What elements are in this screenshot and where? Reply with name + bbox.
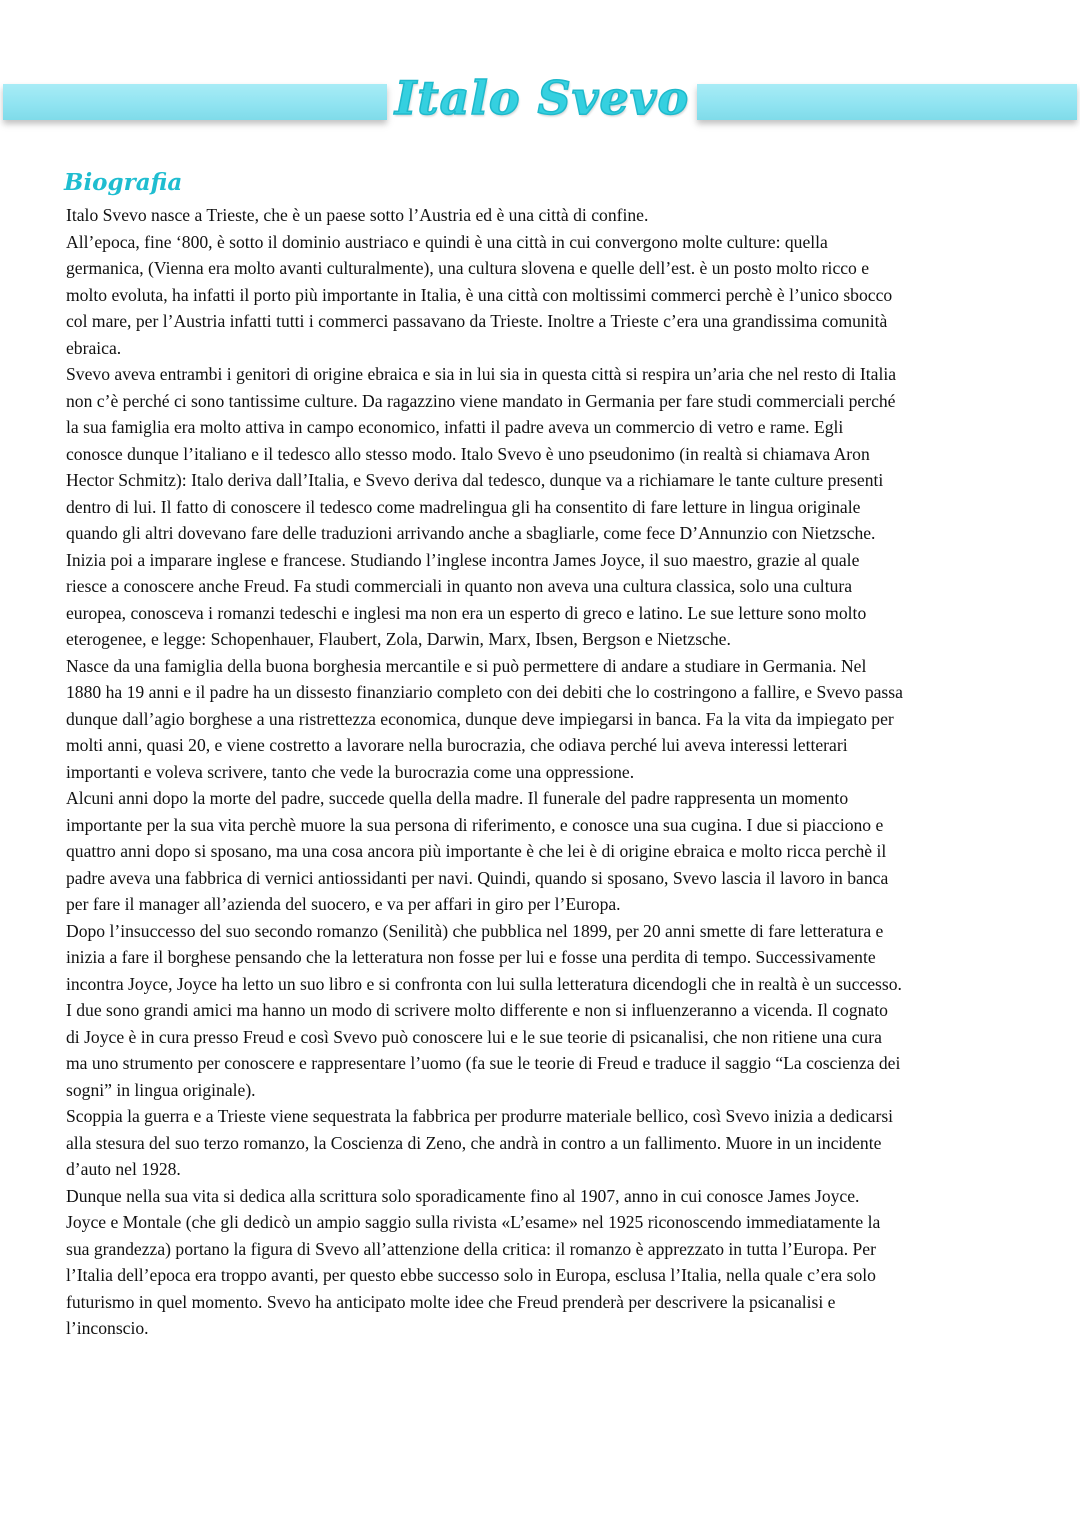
text-line: importante per la sua vita perchè muore la sua persona di riferimento, e conosce una sua cugina. I due si piacciono e <box>66 814 884 835</box>
title-banner-left <box>3 84 387 120</box>
text-line: 1880 ha 19 anni e il padre ha un dissesto finanziario completo con dei debiti che lo costringono a fallire, e Svevo passa <box>66 682 903 702</box>
text-line: molto evoluta, ha infatti il porto più importante in Italia, è una città con moltissimi commerci perchè è l’unico sbocco <box>66 284 893 305</box>
section-heading-biografia: Biografia <box>64 169 183 196</box>
text-line: non c’è perché ci sono tantissime culture. Da ragazzino viene mandato in Germania per fare studi commerciali perché <box>66 390 896 411</box>
text-line: Joyce e Montale (che gli dedicò un ampio saggio sulla rivista «L’esame» nel 1925 riconoscendo immediatamente la <box>66 1212 881 1232</box>
title-header <box>0 71 1080 134</box>
text-line: I due sono grandi amici ma hanno un modo di scrivere molto differente e non si influenzeranno a vicenda. Il cognato <box>66 1000 888 1020</box>
text-line: germanica, (Vienna era molto avanti culturalmente), una cultura slovena e quelle dell’est. è un posto molto ricco e <box>66 258 870 278</box>
text-line: incontra Joyce, Joyce ha letto un suo libro e si confronta con lui sulla letteratura dicendogli che in realtà è un successo. <box>66 973 902 994</box>
text-line: Dunque nella sua vita si dedica alla scrittura solo sporadicamente fino al 1907, anno in cui conosce James Joyce. <box>66 1185 860 1206</box>
text-line: padre aveva una fabbrica di vernici antiossidanti per navi. Quindi, quando si sposano, Svevo lascia il lavoro in banca <box>66 867 889 888</box>
biography-text <box>66 202 1024 1342</box>
text-line: eterogenee, e legge: Schopenhauer, Flaubert, Zola, Darwin, Marx, Ibsen, Bergson e Nietzsche. <box>66 629 731 649</box>
text-line: importanti e voleva scrivere, tanto che vede la burocrazia come una oppressione. <box>66 761 635 782</box>
text-line: Dopo l’insuccesso del suo secondo romanzo (Senilità) che pubblica nel 1899, per 20 anni smette di fare letteratura e <box>66 920 884 941</box>
text-line: riesce a conoscere anche Freud. Fa studi commerciali in quanto non aveva una cultura classica, solo una cultura <box>66 576 853 596</box>
text-line: Hector Schmitz): Italo deriva dall’Italia, e Svevo deriva dal tedesco, dunque va a richiamare le tante culture presenti <box>66 470 884 490</box>
page-title: Italo Svevo <box>394 71 690 125</box>
text-line: Italo Svevo nasce a Trieste, che è un paese sotto l’Austria ed è una città di confine. <box>66 205 649 225</box>
text-line: d’auto nel 1928. <box>66 1159 181 1179</box>
text-line: Scoppia la guerra e a Trieste viene sequestrata la fabbrica per produrre materiale bellico, così Svevo inizia a dedicarsi <box>66 1106 894 1126</box>
text-line: molti anni, quasi 20, e viene costretto a lavorare nella burocrazia, che odiava perché lui aveva interessi letterari <box>66 735 848 755</box>
text-line: alla stesura del suo terzo romanzo, la Coscienza di Zeno, che andrà in contro a un fallimento. Muore in un incidente <box>66 1132 882 1153</box>
text-line: All’epoca, fine ‘800, è sotto il dominio austriaco e quindi è una città in cui convergono molte culture: quella <box>66 231 828 252</box>
text-line: l’inconscio. <box>66 1318 149 1338</box>
text-line: dunque dall’agio borghese a una ristrettezza economica, dunque deve impiegarsi in banca. Fa la vita da impiegato per <box>66 708 894 729</box>
text-line: di Joyce è in cura presso Freud e così Svevo può conoscere lui e le sue teorie di psicanalisi, che non ritiene una cura <box>66 1026 882 1047</box>
text-line: ma uno strumento per conoscere e rappresentare l’uomo (fa sue le teorie di Freud e traduce il saggio “La coscienza dei <box>66 1053 901 1073</box>
text-line: Inizia poi a imparare inglese e francese. Studiando l’inglese incontra James Joyce, il suo maestro, grazie al quale <box>66 549 860 570</box>
text-line: dentro di lui. Il fatto di conoscere il tedesco come madrelingua gli ha consentito di fare letture in lingua originale <box>66 496 861 517</box>
text-line: Nasce da una famiglia della buona borghesia mercantile e si può permettere di andare a studiare in Germania. Nel <box>66 655 867 676</box>
title-banner-right <box>697 84 1077 120</box>
text-line: sogni” in lingua originale). <box>66 1079 256 1100</box>
text-line: conosce dunque l’italiano e il tedesco allo stesso modo. Italo Svevo è uno pseudonimo (in realtà si chiamava Aron <box>66 443 870 464</box>
text-line: europea, conosceva i romanzi tedeschi e inglesi ma non era un esperto di greco e latino. Le sue letture sono molto <box>66 602 867 623</box>
text-line: futurismo in quel momento. Svevo ha anticipato molte idee che Freud prenderà per descrivere la psicanalisi e <box>66 1291 836 1312</box>
text-line: l’Italia dell’epoca era troppo avanti, per questo ebbe successo solo in Europa, esclusa l’Italia, nella quale c’era solo <box>66 1265 876 1285</box>
text-line: col mare, per l’Austria infatti tutti i commerci passavano da Trieste. Inoltre a Trieste c’era una grandissima comunità <box>66 311 888 331</box>
text-line: la sua famiglia era molto attiva in campo economico, infatti il padre aveva un commercio di vetro e rame. Egli <box>66 417 844 437</box>
text-line: ebraica. <box>66 337 122 358</box>
text-line: inizia a fare il borghese pensando che la letteratura non fosse per lui e fosse una perdita di tempo. Successivamente <box>66 947 876 967</box>
text-line: quattro anni dopo si sposano, ma una cosa ancora più importante è che lei è di origine ebraica e molto ricca perchè il <box>66 841 887 861</box>
text-line: per fare il manager all’azienda del suocero, e va per affari in giro per l’Europa. <box>66 894 621 914</box>
text-line: Svevo aveva entrambi i genitori di origine ebraica e sia in lui sia in questa città si respira un’aria che nel resto di Italia <box>66 364 897 384</box>
text-line: quando gli altri dovevano fare delle traduzioni arrivando anche a sbagliarle, come fece D’Annunzio con Nietzsche. <box>66 523 876 543</box>
text-line: Alcuni anni dopo la morte del padre, succede quella della madre. Il funerale del padre rappresenta un momento <box>66 788 849 808</box>
text-line: sua grandezza) portano la figura di Svevo all’attenzione della critica: il romanzo è apprezzato in tutta l’Europa. Per <box>66 1238 876 1259</box>
